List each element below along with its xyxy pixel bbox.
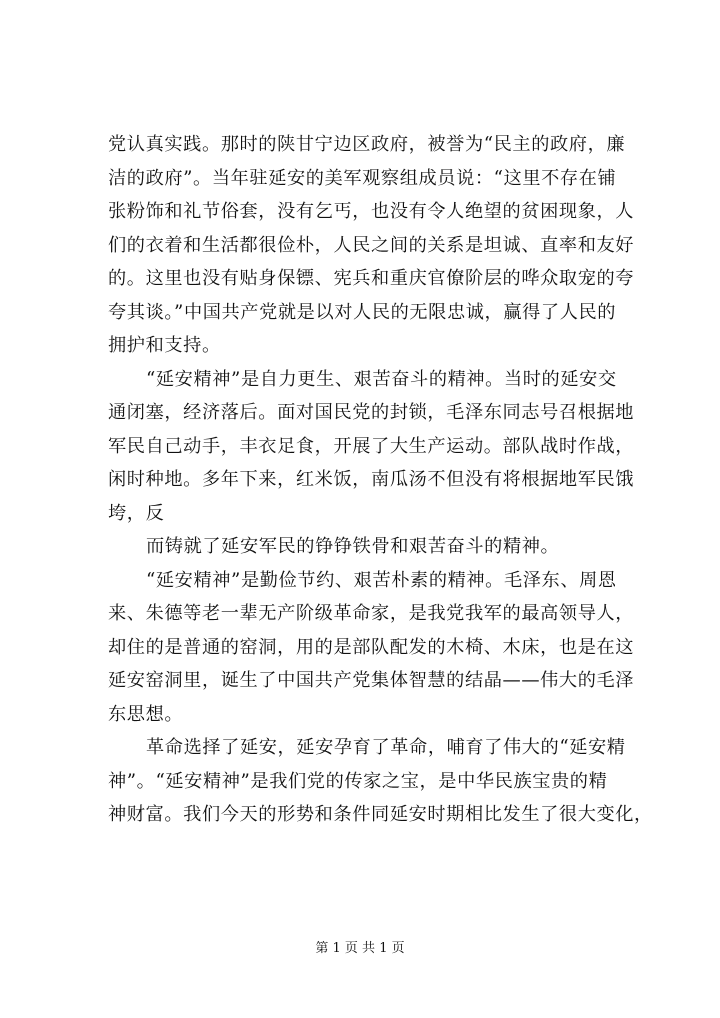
text-line: 夸其谈。”中国共产党就是以对人民的无限忠诚，赢得了人民的 [108,301,617,323]
paragraph-start-line: “延安精神”是自力更生、艰苦奋斗的精神。当时的延安交 [146,368,617,390]
paragraph-start-line: 革命选择了延安，延安孕育了革命，哺育了伟大的“延安精 [146,737,626,758]
text-line: 神”。“延安精神”是我们党的传家之宝，是中华民族宝贵的精 [108,770,608,792]
text-line: 东思想。 [108,703,184,725]
paragraph-start-line: “延安精神”是勤俭节约、艰苦朴素的精神。毛泽东、周恩 [146,569,617,591]
text-line: 神财富。我们今天的形势和条件同延安时期相比发生了很大变化， [108,804,653,825]
text-line: 党认真实践。那时的陕甘宁边区政府，被誉为“民主的政府，廉 [108,134,626,155]
paragraph-start-line: 而铸就了延安军民的铮铮铁骨和艰苦奋斗的精神。 [146,536,560,557]
text-line: 军民自己动手，丰衣足食，开展了大生产运动。部队战时作战， [108,435,635,457]
text-line: 洁的政府”。当年驻延安的美军观察组成员说：“这里不存在铺 [108,167,617,189]
text-line: 的。这里也没有贴身保镖、宪兵和重庆官僚阶层的哗众取宠的夸 [108,268,635,289]
text-line: 拥护和支持。 [108,335,221,356]
text-line: 闲时种地。多年下来，红米饭，南瓜汤不但没有将根据地军民饿 [108,469,635,490]
text-line: 通闭塞，经济落后。面对国民党的封锁，毛泽东同志号召根据地 [108,402,635,423]
text-line: 张粉饰和礼节俗套，没有乞丐，也没有令人绝望的贫困现象，人 [108,201,635,222]
text-line: 们的衣着和生活都很俭朴，人民之间的关系是坦诚、直率和友好 [108,234,635,256]
document-body [108,128,653,832]
text-line: 来、朱德等老一辈无产阶级革命家，是我党我军的最高领导人， [108,603,635,624]
page-footer: 第 1 页 共 1 页 [315,941,405,956]
text-line: 垮，反 [108,502,165,524]
text-line: 却住的是普通的窑洞，用的是部队配发的木椅、木床，也是在这 [108,636,635,658]
text-line: 延安窑洞里，诞生了中国共产党集体智慧的结晶——伟大的毛泽 [108,670,635,691]
